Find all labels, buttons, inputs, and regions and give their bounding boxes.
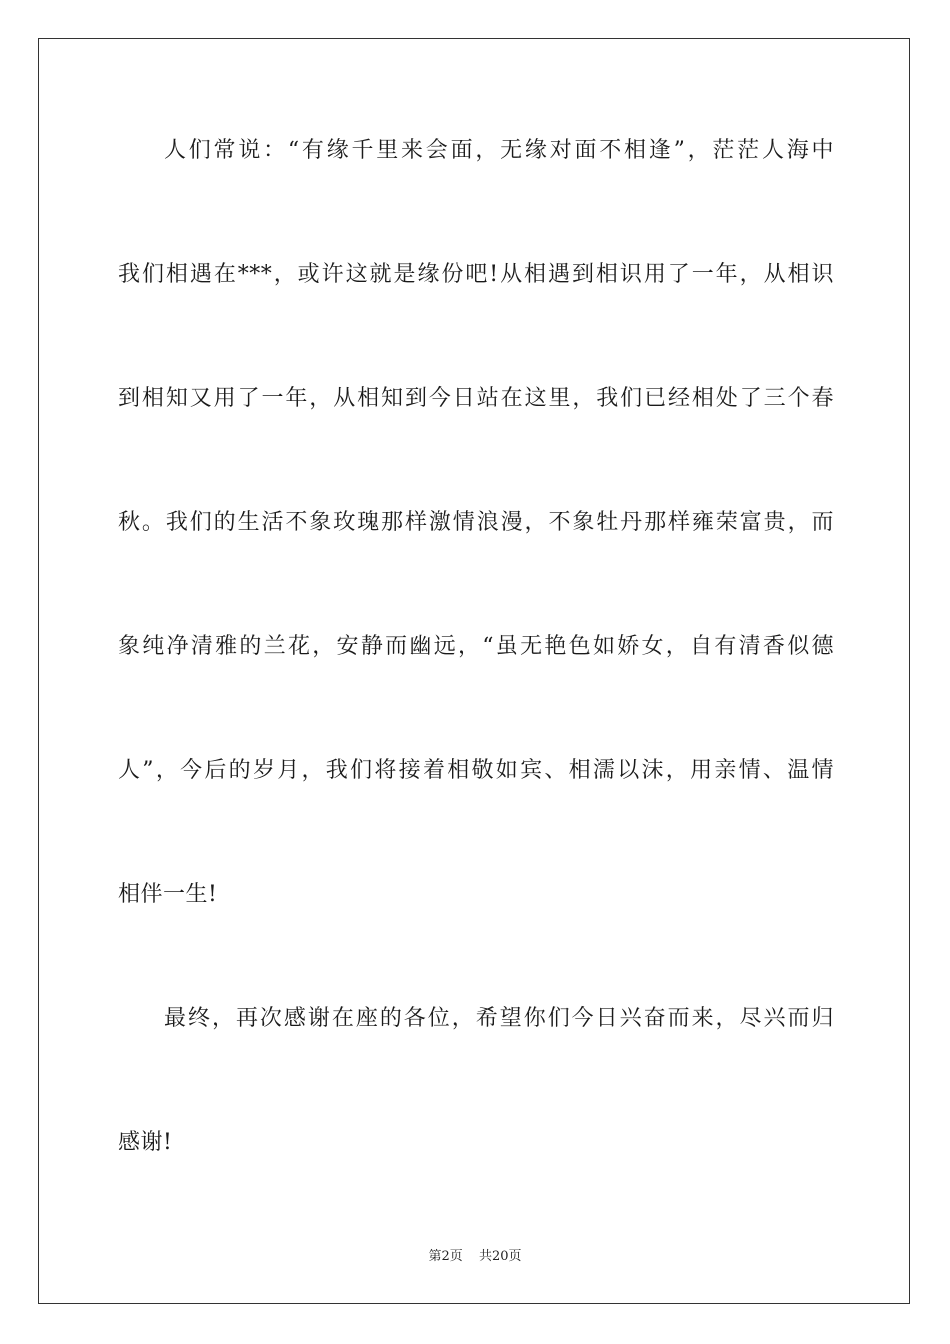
paragraph-1-line-4: 秋。我们的生活不象玫瑰那样激情浪漫，不象牡丹那样雍荣富贵，而 (118, 510, 834, 535)
page-number: 第2页 (428, 1249, 463, 1264)
paragraph-1-line-2: 我们相遇在***，或许这就是缘份吧!从相遇到相识用了一年，从相识 (118, 262, 834, 287)
paragraph-1-line-1: 人们常说：“有缘千里来会面，无缘对面不相逢”，茫茫人海中 (164, 138, 834, 163)
page-border (38, 38, 910, 1304)
paragraph-2-line-1: 最终，再次感谢在座的各位，希望你们今日兴奋而来，尽兴而归 (164, 1006, 834, 1031)
paragraph-2-line-2: 感谢! (118, 1130, 173, 1155)
paragraph-1-line-6: 人”，今后的岁月，我们将接着相敬如宾、相濡以沫，用亲情、温情 (118, 758, 834, 783)
paragraph-1-line-5: 象纯净清雅的兰花，安静而幽远，“虽无艳色如娇女，自有清香似德 (118, 634, 834, 659)
page-footer (0, 1248, 950, 1266)
page-total: 共20页 (478, 1249, 522, 1264)
paragraph-1-line-3: 到相知又用了一年，从相知到今日站在这里，我们已经相处了三个春 (118, 386, 834, 411)
paragraph-1-line-7: 相伴一生! (118, 882, 218, 907)
